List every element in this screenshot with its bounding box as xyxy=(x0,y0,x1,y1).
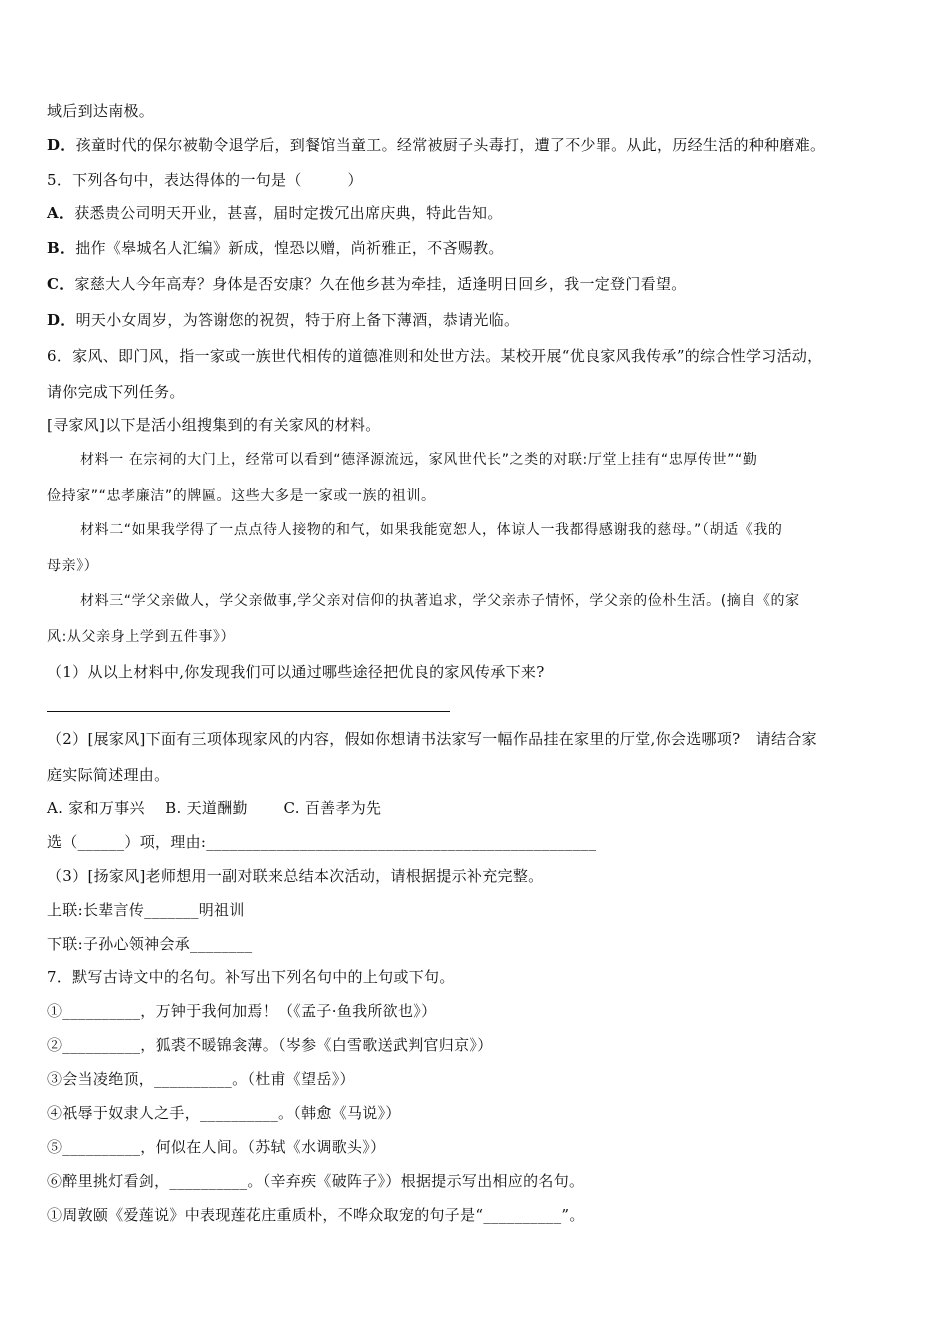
text-line: 域后到达南极。 xyxy=(47,102,155,120)
material-2-line: 母亲》） xyxy=(47,558,99,574)
material-3-line: 材料三“学父亲做人，学父亲做事,学父亲对信仰的执著追求，学父亲赤子情怀，学父亲的俭朴生活。(摘自《的家 xyxy=(80,593,800,609)
material-3-line: 风:从父亲身上学到五件事》） xyxy=(47,629,236,645)
answer-blank-line: 选（______）项，理由:__________________________________________________ xyxy=(47,833,597,851)
couplet-lower: 下联:子孙心领神会承________ xyxy=(47,935,253,953)
question-6-stem: 6．家风、即门风，指一家或一族世代相传的道德准则和处世方法。某校开展“优良家风我传承”的综合性学习活动， xyxy=(47,347,823,365)
sub-question-2: （2）[展家风]下面有三项体现家风的内容，假如你想请书法家写一幅作品挂在家里的厅堂,你会选哪项? 请结合家 xyxy=(47,730,817,748)
recitation-item: ⑥醉里挑灯看剑，__________。（辛弃疾《破阵子》）根据提示写出相应的名句。 xyxy=(47,1172,585,1190)
option-d-line xyxy=(47,310,519,330)
text-line: [寻家风]以下是活小组搜集到的有关家风的材料。 xyxy=(47,416,381,434)
option-text: 获悉贵公司明天开业，甚喜，届时定拨冗出席庆典，特此告知。 xyxy=(74,204,503,222)
recitation-item: ②__________，狐裘不暖锦衾薄。（岑参《白雪歌送武判官归京》） xyxy=(47,1036,493,1054)
option-b-line xyxy=(47,238,504,258)
answer-line xyxy=(47,711,450,712)
question-5-stem: 5．下列各句中，表达得体的一句是（ ） xyxy=(47,171,363,189)
recitation-item: ③会当凌绝顶，__________。（杜甫《望岳》） xyxy=(47,1070,355,1088)
option-text: 明天小女周岁，为答谢您的祝贺，特于府上备下薄酒，恭请光临。 xyxy=(75,311,520,329)
material-2-line: 材料二“如果我学得了一点点待人接物的和气，如果我能宽恕人，体谅人一我都得感谢我的慈母。”（胡适《我的 xyxy=(80,522,783,538)
option-label: D． xyxy=(47,136,76,154)
text-line: 请你完成下列任务。 xyxy=(47,383,185,401)
text-line: 庭实际简述理由。 xyxy=(47,766,170,784)
recitation-item: ⑤__________，何似在人间。（苏轼《水调歌头》） xyxy=(47,1138,386,1156)
sub-question-3: （3）[扬家风]老师想用一副对联来总结本次活动，请根据提示补充完整。 xyxy=(47,867,544,885)
option-label: B． xyxy=(47,239,76,257)
option-text: 孩童时代的保尔被勒令退学后，到餐馆当童工。经常被厨子头毒打，遭了不少罪。从此，历经生活的种种磨难。 xyxy=(75,136,826,154)
option-c-line xyxy=(47,274,687,294)
recitation-item: ①周敦颐《爱莲说》中表现莲花庄重质朴，不哗众取宠的句子是“__________”。 xyxy=(47,1206,585,1224)
couplet-upper: 上联:长辈言传_______明祖训 xyxy=(47,901,245,919)
option-label: D． xyxy=(47,311,76,329)
material-1-line: 材料一 在宗祠的大门上，经常可以看到“德泽源流远，家风世代长”之类的对联:厅堂上挂有“忠厚传世”“勤 xyxy=(80,452,758,468)
option-d-line xyxy=(47,135,825,155)
option-label: A． xyxy=(47,204,75,222)
option-text: 拙作《皋城名人汇编》新成，惶恐以赠，尚祈雅正，不吝赐教。 xyxy=(75,239,504,257)
option-text: 家慈大人今年高寿？身体是否安康？久在他乡甚为牵挂，适逢明日回乡，我一定登门看望。 xyxy=(74,275,687,293)
sub-question-1: （1）从以上材料中,你发现我们可以通过哪些途径把优良的家风传承下来? xyxy=(47,663,545,681)
recitation-item: ①__________，万钟于我何加焉！（《孟子·鱼我所欲也》） xyxy=(47,1002,437,1020)
question-7-stem: 7．默写古诗文中的名句。补写出下列名句中的上句或下句。 xyxy=(47,968,455,986)
choice-options: A. 家和万事兴 B. 天道酬勤 C. 百善孝为先 xyxy=(47,799,382,817)
material-1-line: 俭持家”“忠孝廉洁”的牌匾。这些大多是一家或一族的祖训。 xyxy=(47,488,436,504)
recitation-item: ④祇辱于奴隶人之手，__________。（韩愈《马说》） xyxy=(47,1104,401,1122)
option-label: C． xyxy=(47,275,75,293)
option-a-line xyxy=(47,203,503,223)
